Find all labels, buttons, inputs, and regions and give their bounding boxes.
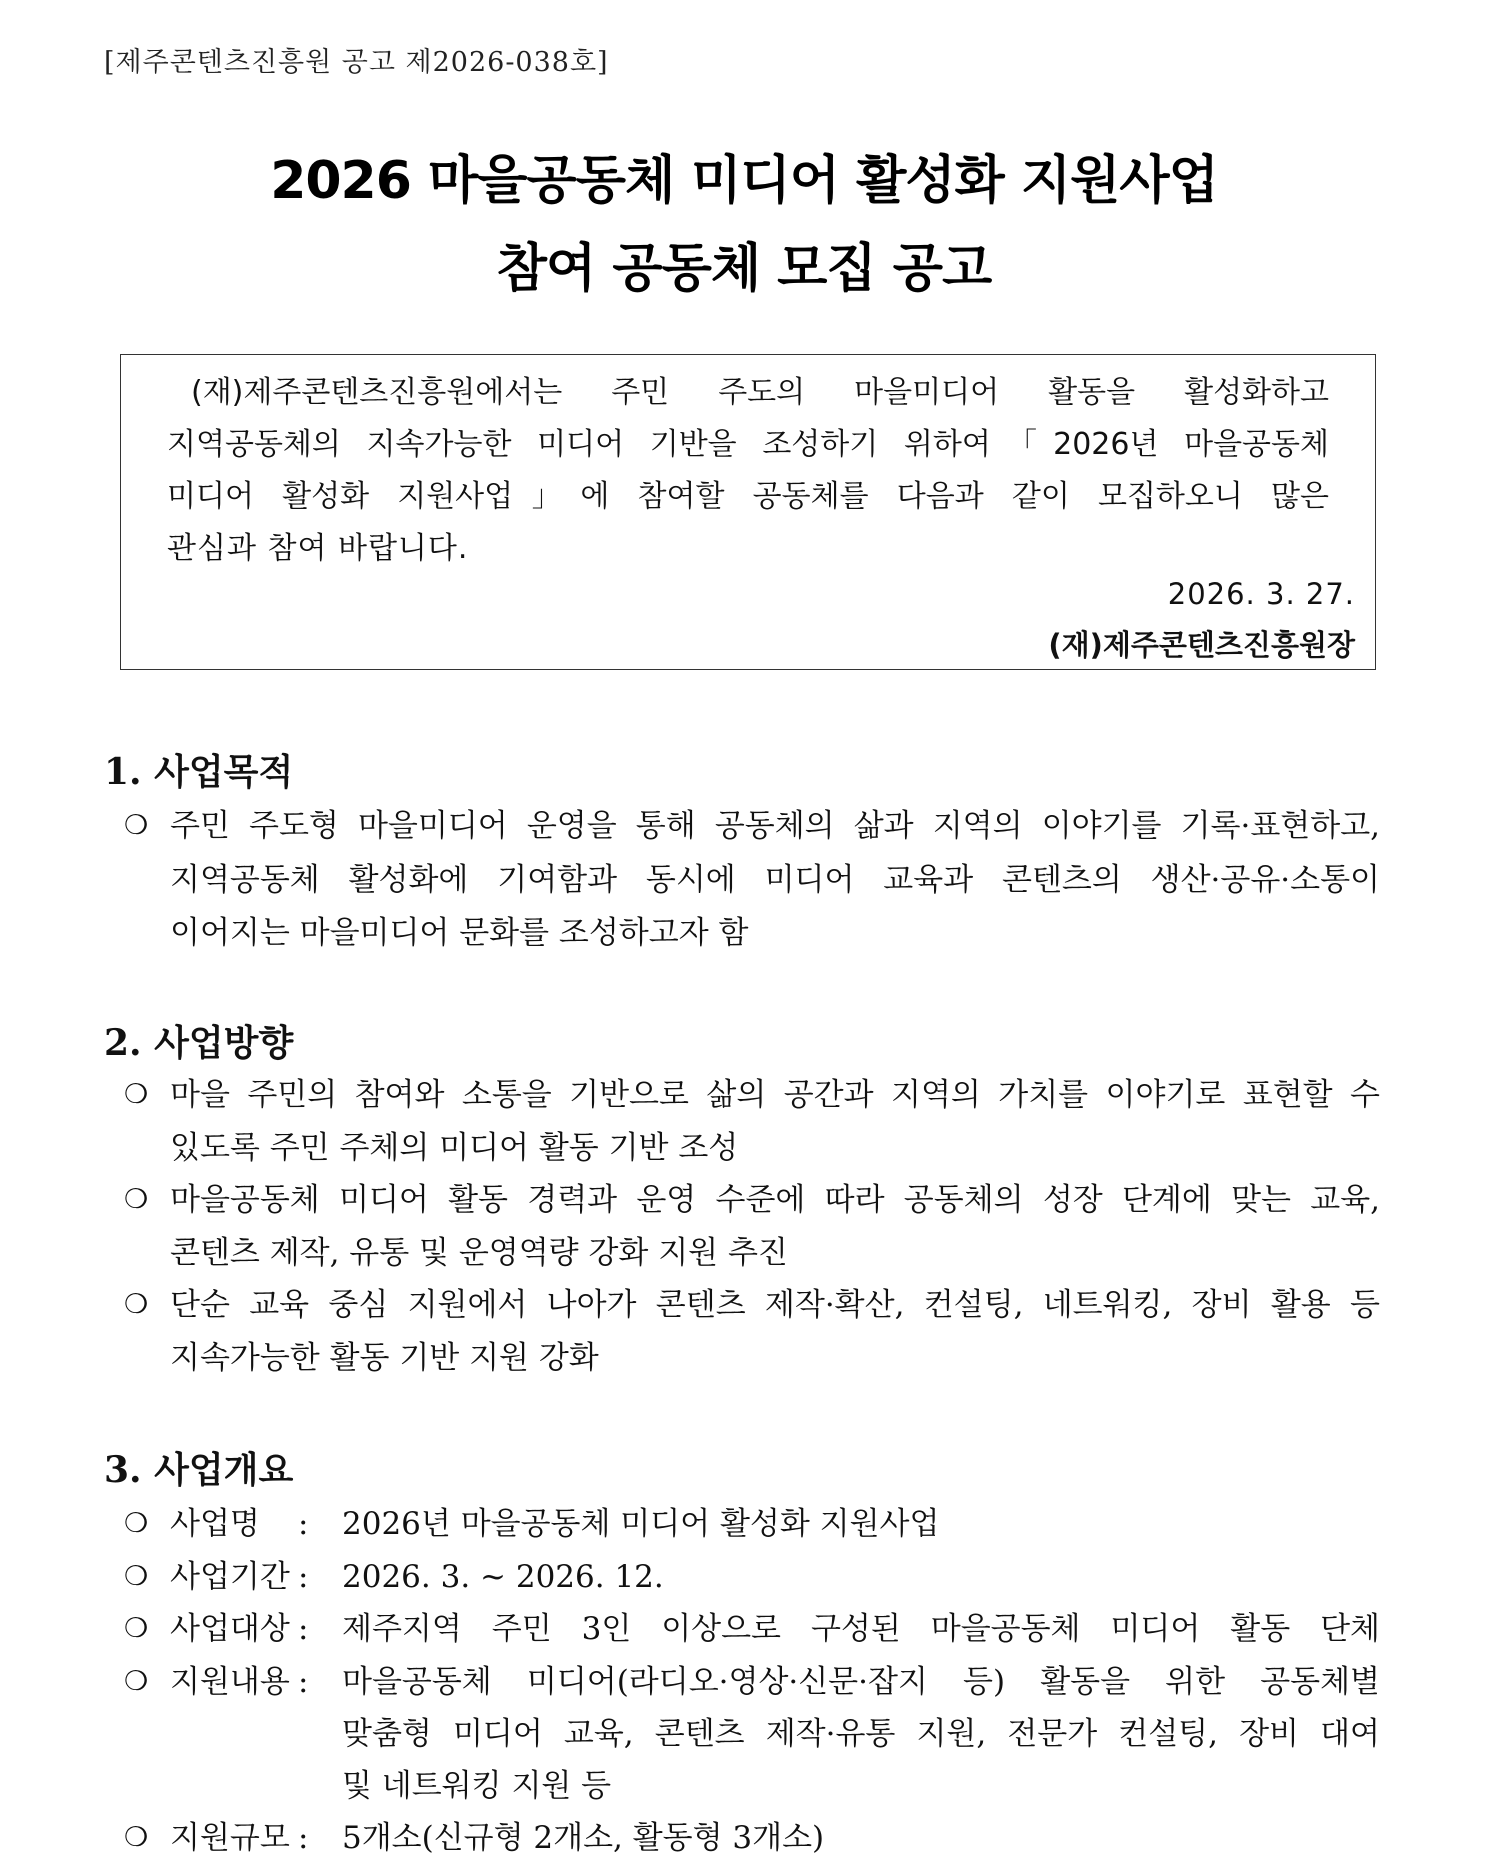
overview-value-continuation: 맞춤형 미디어 교육, 콘텐츠 제작·유통 지원, 전문가 컨설팅, 장비 대여: [342, 1716, 1380, 1752]
list-item-continuation: 지속가능한 활동 기반 지원 강화: [170, 1340, 599, 1376]
intro-line: 관심과 참여 바랍니다.: [167, 531, 469, 566]
circle-bullet-icon: ❍: [124, 1613, 149, 1644]
section-heading-purpose: 1. 사업목적: [104, 751, 294, 793]
section-heading-overview: 3. 사업개요: [104, 1449, 294, 1491]
page-title-line-2: 참여 공동체 모집 공고: [496, 239, 992, 299]
overview-value-continuation: 및 네트워킹 지원 등: [342, 1768, 612, 1804]
circle-bullet-icon: ❍: [124, 1289, 149, 1320]
list-item-text: 단순 교육 중심 지원에서 나아가 콘텐츠 제작·확산, 컨설팅, 네트워킹, 장비 활용 등: [170, 1287, 1380, 1323]
overview-value: 5개소(신규형 2개소, 활동형 3개소): [342, 1820, 825, 1856]
overview-value: 2026년 마을공동체 미디어 활성화 지원사업: [342, 1506, 940, 1542]
overview-label: 사업기간: [170, 1559, 290, 1595]
intro-box: [120, 354, 1376, 670]
overview-value: 마을공동체 미디어(라디오·영상·신문·잡지 등) 활동을 위한 공동체별: [342, 1664, 1380, 1700]
intro-line: 지역공동체의 지속가능한 미디어 기반을 조성하기 위하여「2026년 마을공동체: [167, 427, 1329, 462]
page-title-line-1: 2026 마을공동체 미디어 활성화 지원사업: [270, 151, 1218, 211]
intro-line: 미디어 활성화 지원사업」에 참여할 공동체를 다음과 같이 모집하오니 많은: [167, 479, 1329, 514]
overview-label: 사업명: [170, 1506, 260, 1542]
issuer-signature: (재)제주콘텐츠진흥원장: [1048, 628, 1355, 662]
list-item-continuation: 있도록 주민 주체의 미디어 활동 기반 조성: [170, 1130, 739, 1166]
circle-bullet-icon: ❍: [124, 1508, 149, 1539]
overview-colon: :: [298, 1506, 309, 1542]
circle-bullet-icon: ❍: [124, 1666, 149, 1697]
announcement-date: 2026. 3. 27.: [1167, 577, 1355, 611]
overview-label: 사업대상: [170, 1611, 290, 1647]
overview-colon: :: [298, 1820, 309, 1856]
overview-label: 지원내용: [170, 1664, 290, 1700]
notice-number: [제주콘텐츠진흥원 공고 제2026-038호]: [104, 47, 609, 78]
list-item-continuation: 지역공동체 활성화에 기여함과 동시에 미디어 교육과 콘텐츠의 생산·공유·소통이: [170, 862, 1380, 898]
list-item-text: 마을공동체 미디어 활동 경력과 운영 수준에 따라 공동체의 성장 단계에 맞는 교육,: [170, 1182, 1380, 1218]
circle-bullet-icon: ❍: [124, 1184, 149, 1215]
intro-line: (재)제주콘텐츠진흥원에서는 주민 주도의 마을미디어 활동을 활성화하고: [191, 375, 1329, 410]
overview-label: 지원규모: [170, 1820, 290, 1856]
list-item-text: 마을 주민의 참여와 소통을 기반으로 삶의 공간과 지역의 가치를 이야기로 표현할 수: [170, 1077, 1380, 1113]
overview-colon: :: [298, 1611, 309, 1647]
overview-colon: :: [298, 1559, 309, 1595]
overview-colon: :: [298, 1664, 309, 1700]
list-item-text: 주민 주도형 마을미디어 운영을 통해 공동체의 삶과 지역의 이야기를 기록·표현하고,: [170, 808, 1380, 844]
list-item-continuation: 콘텐츠 제작, 유통 및 운영역량 강화 지원 추진: [170, 1235, 788, 1271]
list-item-continuation: 이어지는 마을미디어 문화를 조성하고자 함: [170, 915, 749, 951]
circle-bullet-icon: ❍: [124, 1079, 149, 1110]
circle-bullet-icon: ❍: [124, 810, 149, 841]
circle-bullet-icon: ❍: [124, 1561, 149, 1592]
section-heading-direction: 2. 사업방향: [104, 1022, 294, 1064]
circle-bullet-icon: ❍: [124, 1822, 149, 1853]
overview-value: 제주지역 주민 3인 이상으로 구성된 마을공동체 미디어 활동 단체: [342, 1611, 1380, 1647]
overview-value: 2026. 3. ~ 2026. 12.: [342, 1559, 664, 1595]
